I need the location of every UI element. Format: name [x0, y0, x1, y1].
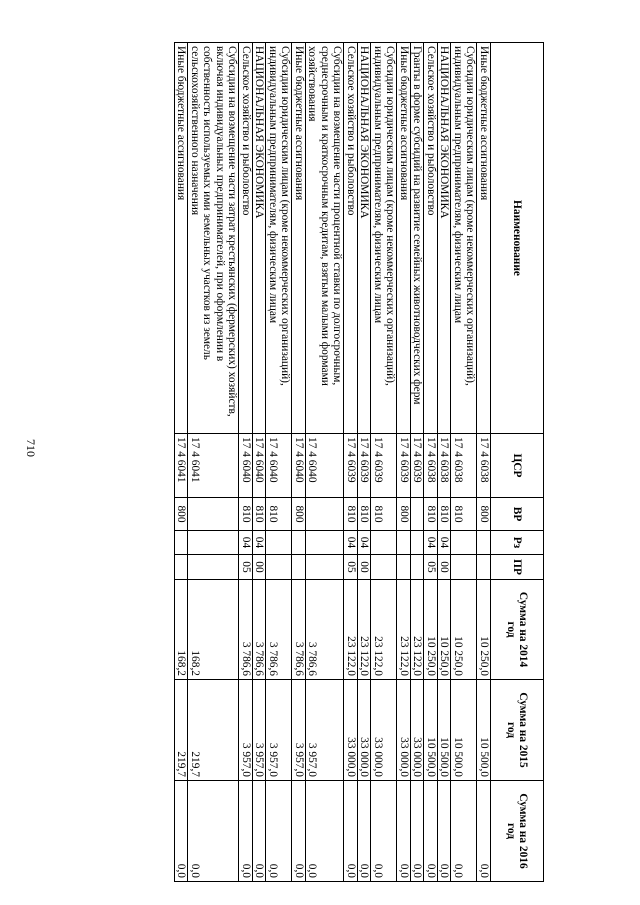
- cell-pr: [306, 555, 345, 580]
- cell-2015: 219,7: [175, 680, 189, 781]
- cell-rz: [371, 531, 397, 555]
- cell-2016: 0,0: [306, 781, 345, 882]
- cell-2014: 3 786,6: [266, 580, 292, 680]
- cell-name: Гранты в форме субсидий на развитие семейных животноводческих ферм: [411, 43, 425, 434]
- table-row: [358, 43, 372, 882]
- cell-csr: 17 4 6040: [239, 434, 253, 498]
- col-header-name: Наименование: [491, 43, 544, 434]
- cell-vr: 800: [292, 498, 306, 531]
- table-row: [438, 43, 452, 882]
- cell-2016: 0,0: [424, 781, 438, 882]
- cell-2016: 0,0: [292, 781, 306, 882]
- cell-vr: [411, 498, 425, 531]
- cell-2014: 23 122,0: [397, 580, 411, 680]
- cell-name: Иные бюджетные ассигнования: [397, 43, 411, 434]
- table-row: [239, 43, 253, 882]
- cell-rz: [411, 531, 425, 555]
- table-row: [292, 43, 306, 882]
- cell-2015: 33 000,0: [371, 680, 397, 781]
- page-number: 710: [24, 439, 38, 457]
- cell-name: Сельское хозяйство и рыболовство: [239, 43, 253, 434]
- cell-vr: 810: [438, 498, 452, 531]
- col-header-csr: ЦСР: [491, 434, 544, 498]
- col-header-vr: ВР: [491, 498, 544, 531]
- cell-rz: [306, 531, 345, 555]
- cell-csr: 17 4 6041: [188, 434, 239, 498]
- col-header-2015: Сумма на 2015 год: [491, 680, 544, 781]
- cell-rz: [266, 531, 292, 555]
- table-row: [397, 43, 411, 882]
- cell-csr: 17 4 6039: [397, 434, 411, 498]
- cell-2015: 10 500,0: [477, 680, 491, 781]
- cell-vr: 810: [253, 498, 267, 531]
- table-row: [266, 43, 292, 882]
- cell-name: НАЦИОНАЛЬНАЯ ЭКОНОМИКА: [253, 43, 267, 434]
- cell-2014: 3 786,6: [292, 580, 306, 680]
- cell-2014: 10 250,0: [451, 580, 477, 680]
- cell-2014: 10 250,0: [438, 580, 452, 680]
- cell-csr: 17 4 6040: [306, 434, 345, 498]
- cell-pr: 00: [358, 555, 372, 580]
- cell-pr: [371, 555, 397, 580]
- cell-2014: 23 122,0: [411, 580, 425, 680]
- col-header-2014: Сумма на 2014 год: [491, 580, 544, 680]
- cell-2014: 10 250,0: [424, 580, 438, 680]
- table-row: [451, 43, 477, 882]
- cell-rz: 04: [438, 531, 452, 555]
- cell-2016: 0,0: [438, 781, 452, 882]
- cell-2016: 0,0: [253, 781, 267, 882]
- cell-rz: [451, 531, 477, 555]
- cell-vr: 810: [424, 498, 438, 531]
- cell-2014: 10 250,0: [477, 580, 491, 680]
- cell-csr: 17 4 6039: [411, 434, 425, 498]
- cell-rz: [292, 531, 306, 555]
- cell-pr: [266, 555, 292, 580]
- cell-pr: 05: [239, 555, 253, 580]
- cell-2015: 33 000,0: [411, 680, 425, 781]
- cell-name: Субсидии юридическим лицам (кроме некоммерческих организаций), индивидуальным предпринимателям, физическим лицам: [451, 43, 477, 434]
- cell-csr: 17 4 6038: [424, 434, 438, 498]
- cell-rz: 04: [253, 531, 267, 555]
- cell-pr: 00: [253, 555, 267, 580]
- cell-vr: 800: [477, 498, 491, 531]
- cell-csr: 17 4 6038: [477, 434, 491, 498]
- table-row: [411, 43, 425, 882]
- cell-2015: 3 957,0: [306, 680, 345, 781]
- cell-vr: 810: [371, 498, 397, 531]
- cell-vr: 810: [266, 498, 292, 531]
- cell-name: Субсидии юридическим лицам (кроме некоммерческих организаций), индивидуальным предпринимателям, физическим лицам: [371, 43, 397, 434]
- cell-csr: 17 4 6040: [253, 434, 267, 498]
- cell-rz: 04: [358, 531, 372, 555]
- cell-2016: 0,0: [477, 781, 491, 882]
- cell-name: НАЦИОНАЛЬНАЯ ЭКОНОМИКА: [358, 43, 372, 434]
- cell-rz: [175, 531, 189, 555]
- cell-rz: [188, 531, 239, 555]
- cell-2016: 0,0: [358, 781, 372, 882]
- cell-2016: 0,0: [451, 781, 477, 882]
- cell-2016: 0,0: [397, 781, 411, 882]
- cell-rz: 04: [424, 531, 438, 555]
- cell-vr: 810: [451, 498, 477, 531]
- cell-name: Иные бюджетные ассигнования: [477, 43, 491, 434]
- cell-2015: 33 000,0: [344, 680, 358, 781]
- cell-rz: 04: [239, 531, 253, 555]
- cell-name: Сельское хозяйство и рыболовство: [344, 43, 358, 434]
- table-row: [175, 43, 189, 882]
- budget-table: [174, 42, 544, 882]
- cell-2016: 0,0: [175, 781, 189, 882]
- cell-pr: [411, 555, 425, 580]
- cell-pr: 00: [438, 555, 452, 580]
- cell-name: Субсидии юридическим лицам (кроме некоммерческих организаций), индивидуальным предпринимателям, физическим лицам: [266, 43, 292, 434]
- table-row: [344, 43, 358, 882]
- cell-2014: 23 122,0: [371, 580, 397, 680]
- cell-2015: 3 957,0: [239, 680, 253, 781]
- cell-csr: 17 4 6039: [358, 434, 372, 498]
- cell-vr: 800: [175, 498, 189, 531]
- cell-2014: 3 786,6: [239, 580, 253, 680]
- cell-2015: 10 500,0: [424, 680, 438, 781]
- rotated-page-content: [95, 42, 544, 881]
- cell-2014: 23 122,0: [358, 580, 372, 680]
- cell-pr: [292, 555, 306, 580]
- cell-2016: 0,0: [188, 781, 239, 882]
- cell-rz: 04: [344, 531, 358, 555]
- cell-2015: 33 000,0: [397, 680, 411, 781]
- cell-2016: 0,0: [371, 781, 397, 882]
- cell-csr: 17 4 6040: [266, 434, 292, 498]
- cell-2016: 0,0: [239, 781, 253, 882]
- cell-2015: 3 957,0: [266, 680, 292, 781]
- cell-vr: 800: [397, 498, 411, 531]
- cell-name: Иные бюджетные ассигнования: [175, 43, 189, 434]
- cell-vr: 810: [358, 498, 372, 531]
- cell-2015: 10 500,0: [438, 680, 452, 781]
- cell-2015: 3 957,0: [292, 680, 306, 781]
- table-row: [253, 43, 267, 882]
- cell-pr: 05: [344, 555, 358, 580]
- cell-pr: [477, 555, 491, 580]
- cell-rz: [477, 531, 491, 555]
- cell-csr: 17 4 6039: [344, 434, 358, 498]
- cell-vr: [306, 498, 345, 531]
- cell-csr: 17 4 6038: [438, 434, 452, 498]
- table-row: [306, 43, 345, 882]
- cell-2014: 168,2: [188, 580, 239, 680]
- col-header-rz: Рз: [491, 531, 544, 555]
- cell-csr: 17 4 6040: [292, 434, 306, 498]
- col-header-pr: ПР: [491, 555, 544, 580]
- cell-name: Сельское хозяйство и рыболовство: [424, 43, 438, 434]
- cell-2015: 33 000,0: [358, 680, 372, 781]
- cell-name: Субсидии на возмещение части затрат крестьянских (фермерских) хозяйств, включая индивидуальных предпринимателей, при оформлении в собственность используемых ими земельных участков из земель сельскохозяйственного назначения: [188, 43, 239, 434]
- cell-vr: 810: [344, 498, 358, 531]
- cell-csr: 17 4 6038: [451, 434, 477, 498]
- cell-2015: 10 500,0: [451, 680, 477, 781]
- cell-2014: 3 786,6: [253, 580, 267, 680]
- cell-name: НАЦИОНАЛЬНАЯ ЭКОНОМИКА: [438, 43, 452, 434]
- cell-pr: [451, 555, 477, 580]
- cell-vr: 810: [239, 498, 253, 531]
- cell-name: Субсидии на возмещение части процентной ставки по долгосрочным, среднесрочным и краткосрочным кредитам, взятым малыми формами хозяйствования: [306, 43, 345, 434]
- cell-2016: 0,0: [344, 781, 358, 882]
- table-row: [424, 43, 438, 882]
- cell-2015: 3 957,0: [253, 680, 267, 781]
- cell-vr: [188, 498, 239, 531]
- cell-rz: [397, 531, 411, 555]
- cell-pr: [175, 555, 189, 580]
- cell-2014: 168,2: [175, 580, 189, 680]
- cell-csr: 17 4 6041: [175, 434, 189, 498]
- table-row: [371, 43, 397, 882]
- cell-2016: 0,0: [411, 781, 425, 882]
- cell-pr: 05: [424, 555, 438, 580]
- table-header-row: [491, 43, 544, 882]
- cell-csr: 17 4 6039: [371, 434, 397, 498]
- col-header-2016: Сумма на 2016 год: [491, 781, 544, 882]
- table-row: [188, 43, 239, 882]
- cell-pr: [188, 555, 239, 580]
- cell-pr: [397, 555, 411, 580]
- table-body: [175, 43, 491, 882]
- cell-2016: 0,0: [266, 781, 292, 882]
- cell-name: Иные бюджетные ассигнования: [292, 43, 306, 434]
- cell-2015: 219,7: [188, 680, 239, 781]
- cell-2014: 23 122,0: [344, 580, 358, 680]
- table-row: [477, 43, 491, 882]
- cell-2014: 3 786,6: [306, 580, 345, 680]
